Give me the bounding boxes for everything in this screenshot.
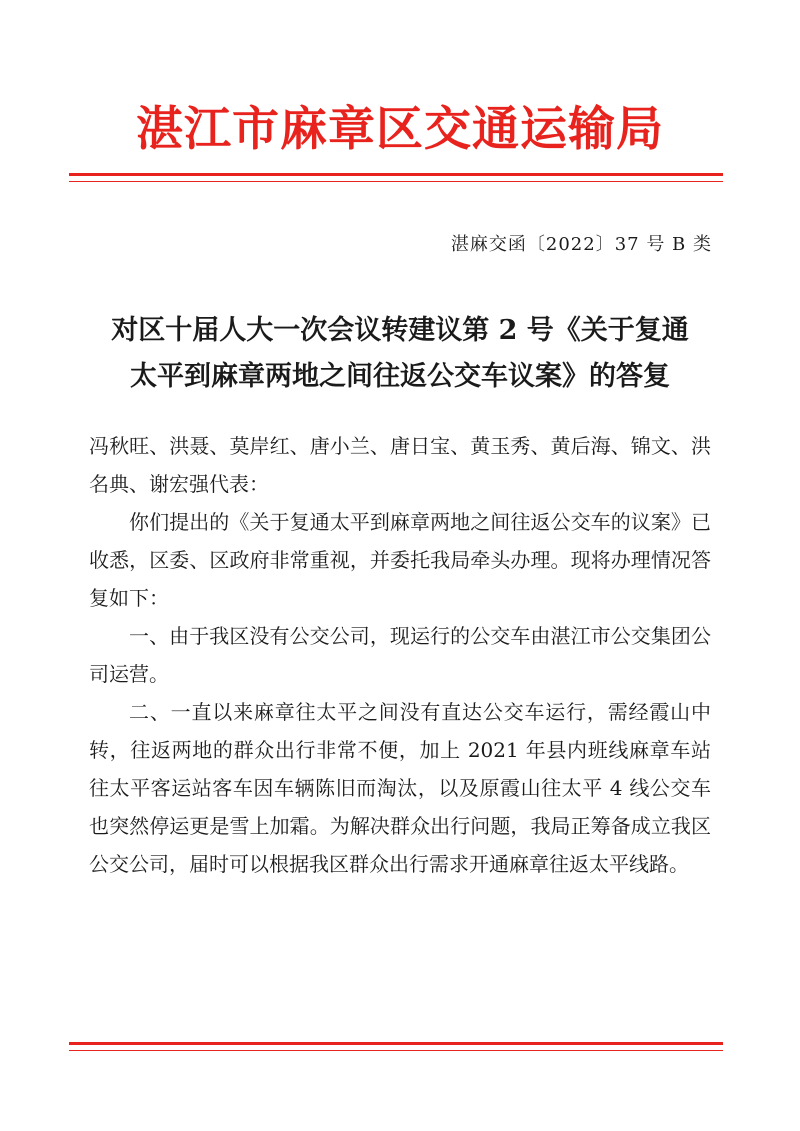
header-rule-thick [69, 173, 723, 176]
subject-line-2: 太平到麻章两地之间往返公交车议案》的答复 [130, 361, 670, 392]
paragraph-point-2: 二、一直以来麻章往太平之间没有直达公交车运行，需经霞山中转，往返两地的群众出行非常不便，加上 2021 年县内班线麻章车站往太平客运站客车因车辆陈旧而淘汰，以及原霞山往太平 4 线公交车也突然停运更是雪上加霜。为解决群众出行问题，我局正筹备成立我区公交公司，届时可以根据我区群众出行需求开通麻章往返太平线路。 [89, 700, 711, 876]
document-number: 湛麻交函〔2022〕37 号 B 类 [450, 234, 712, 255]
header-rule-thin [69, 181, 723, 182]
document-subject [60, 308, 740, 400]
letterhead-title: 湛江市麻章区交通运输局 [136, 102, 664, 157]
salutation: 冯秋旺、洪聂、莫岸红、唐小兰、唐日宝、黄玉秀、黄后海、锦文、洪名典、谢宏强代表： [89, 434, 711, 496]
paragraph-point-1: 一、由于我区没有公交公司，现运行的公交车由湛江市公交集团公司运营。 [89, 624, 711, 686]
letter-body [89, 427, 711, 883]
footer-rule-thin [69, 1050, 723, 1051]
subject-line-1: 对区十届人大一次会议转建议第 2 号《关于复通 [111, 315, 689, 346]
footer-rule-thick [69, 1042, 723, 1045]
paragraph-intro: 你们提出的《关于复通太平到麻章两地之间往返公交车的议案》已收悉，区委、区政府非常重视，并委托我局牵头办理。现将办理情况答复如下： [89, 510, 711, 610]
